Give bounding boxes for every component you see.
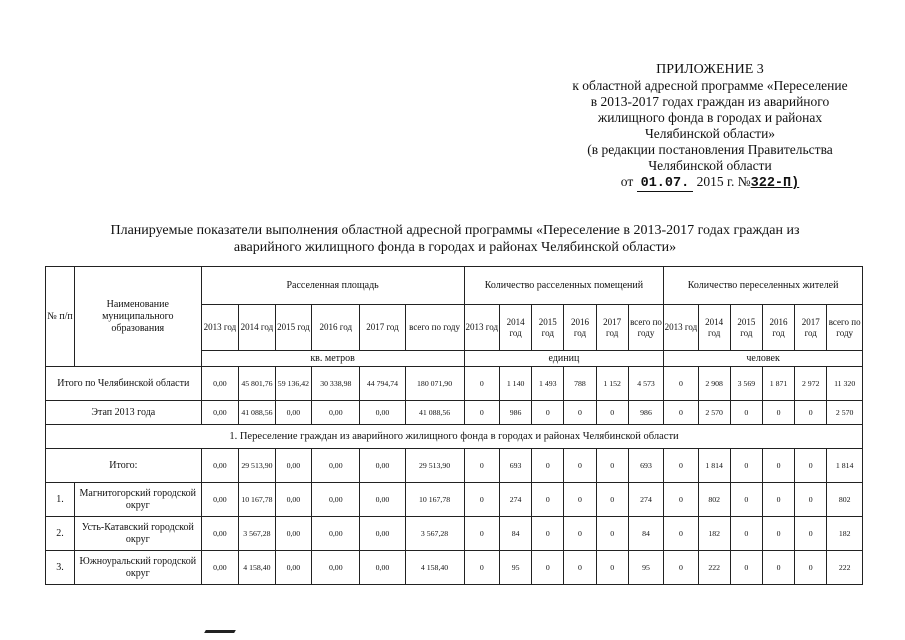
- year-cell: 2014 год: [239, 305, 275, 351]
- value-cell: 222: [827, 551, 863, 585]
- value-cell: 0: [730, 449, 762, 483]
- value-cell: 0: [795, 449, 827, 483]
- date-day: 01.07.: [637, 176, 694, 192]
- row-name: Южноуральский городской округ: [74, 551, 201, 585]
- year-cell: всего по году: [827, 305, 863, 351]
- value-cell: 3 569: [730, 367, 762, 401]
- year-cell: 2014 год: [500, 305, 532, 351]
- value-cell: 30 338,98: [312, 367, 360, 401]
- value-cell: 182: [827, 517, 863, 551]
- value-cell: 2 570: [698, 401, 730, 425]
- value-cell: 788: [564, 367, 596, 401]
- year-cell: всего по году: [405, 305, 464, 351]
- value-cell: 0: [664, 449, 698, 483]
- row-num: 1.: [46, 483, 75, 517]
- value-cell: 3 567,28: [239, 517, 275, 551]
- value-cell: 0: [762, 517, 794, 551]
- year-cell: 2017 год: [596, 305, 628, 351]
- value-cell: 0,00: [360, 551, 405, 585]
- value-cell: 0: [532, 517, 564, 551]
- date-year: 2015 г. №: [696, 174, 751, 189]
- value-cell: 0: [664, 483, 698, 517]
- appendix-line: в 2013-2017 годах граждан из аварийного: [590, 94, 830, 109]
- row-num: 2.: [46, 517, 75, 551]
- value-cell: 4 158,40: [239, 551, 275, 585]
- row-name: Усть-Катавский городской округ: [74, 517, 201, 551]
- header-people: Количество переселенных жителей: [664, 267, 863, 305]
- value-cell: 11 320: [827, 367, 863, 401]
- year-cell: 2013 год: [664, 305, 698, 351]
- scan-mark: [204, 630, 236, 633]
- total-row: [46, 367, 863, 401]
- value-cell: 0: [596, 449, 628, 483]
- appendix-date-line: [520, 174, 900, 192]
- value-cell: 1 140: [500, 367, 532, 401]
- value-cell: 95: [500, 551, 532, 585]
- subtotal-row: [46, 449, 863, 483]
- value-cell: 274: [628, 483, 663, 517]
- value-cell: 95: [628, 551, 663, 585]
- value-cell: 0,00: [201, 449, 239, 483]
- row-label: Этап 2013 года: [46, 401, 202, 425]
- year-cell: 2015 год: [730, 305, 762, 351]
- value-cell: 1 814: [827, 449, 863, 483]
- value-cell: 0,00: [201, 517, 239, 551]
- title-line-2: аварийного жилищного фонда в городах и районах Челябинской области»: [233, 240, 677, 255]
- value-cell: 4 573: [628, 367, 663, 401]
- title-line-1: Планируемые показатели выполнения областной адресной программы «Переселение в 2013-2017 годах граждан из: [110, 223, 800, 238]
- unit-people: человек: [664, 351, 863, 367]
- value-cell: 693: [500, 449, 532, 483]
- value-cell: 0,00: [201, 401, 239, 425]
- value-cell: 0,00: [201, 367, 239, 401]
- year-cell: 2017 год: [360, 305, 405, 351]
- value-cell: 0: [596, 517, 628, 551]
- value-cell: 0: [795, 483, 827, 517]
- document-title: [40, 222, 870, 256]
- value-cell: 0: [464, 483, 499, 517]
- value-cell: 0,00: [360, 483, 405, 517]
- value-cell: 3 567,28: [405, 517, 464, 551]
- value-cell: 0: [532, 551, 564, 585]
- year-cell: 2013 год: [201, 305, 239, 351]
- value-cell: 0,00: [360, 401, 405, 425]
- value-cell: 29 513,90: [405, 449, 464, 483]
- value-cell: 0: [664, 367, 698, 401]
- table-row: [46, 517, 863, 551]
- decree-number: 322-П): [750, 176, 800, 191]
- value-cell: 0: [795, 517, 827, 551]
- value-cell: 0: [596, 483, 628, 517]
- appendix-header: [520, 62, 900, 192]
- value-cell: 10 167,78: [239, 483, 275, 517]
- value-cell: 0,00: [360, 517, 405, 551]
- row-name: Магнитогорский городской округ: [74, 483, 201, 517]
- value-cell: 180 071,90: [405, 367, 464, 401]
- header-num: № п/п: [46, 267, 75, 367]
- value-cell: 4 158,40: [405, 551, 464, 585]
- value-cell: 222: [698, 551, 730, 585]
- indicators-table: [45, 266, 863, 585]
- value-cell: 0: [532, 401, 564, 425]
- value-cell: 0: [664, 401, 698, 425]
- appendix-line: к областной адресной программе «Переселение: [572, 78, 848, 93]
- value-cell: 0: [730, 551, 762, 585]
- value-cell: 0: [596, 551, 628, 585]
- value-cell: 0,00: [275, 401, 311, 425]
- value-cell: 41 088,56: [405, 401, 464, 425]
- value-cell: 986: [628, 401, 663, 425]
- unit-rooms: единиц: [464, 351, 664, 367]
- appendix-title: ПРИЛОЖЕНИЕ 3: [656, 62, 764, 77]
- value-cell: 0: [795, 551, 827, 585]
- value-cell: 802: [827, 483, 863, 517]
- value-cell: 0: [464, 551, 499, 585]
- value-cell: 41 088,56: [239, 401, 275, 425]
- value-cell: 274: [500, 483, 532, 517]
- header-area: Расселенная площадь: [201, 267, 464, 305]
- value-cell: 0,00: [312, 483, 360, 517]
- row-num: 3.: [46, 551, 75, 585]
- value-cell: 2 570: [827, 401, 863, 425]
- appendix-line: Челябинской области: [648, 158, 772, 173]
- value-cell: 2 972: [795, 367, 827, 401]
- value-cell: 29 513,90: [239, 449, 275, 483]
- value-cell: 0: [762, 449, 794, 483]
- value-cell: 0: [532, 483, 564, 517]
- value-cell: 0,00: [275, 517, 311, 551]
- year-cell: 2017 год: [795, 305, 827, 351]
- value-cell: 45 801,76: [239, 367, 275, 401]
- value-cell: 84: [628, 517, 663, 551]
- header-name: Наименование муниципального образования: [74, 267, 201, 367]
- table-row: [46, 483, 863, 517]
- appendix-line: жилищного фонда в городах и районах: [597, 110, 823, 125]
- value-cell: 0,00: [275, 449, 311, 483]
- value-cell: 0: [464, 449, 499, 483]
- value-cell: 0: [464, 367, 499, 401]
- value-cell: 1 493: [532, 367, 564, 401]
- value-cell: 1 871: [762, 367, 794, 401]
- value-cell: 0,00: [312, 401, 360, 425]
- value-cell: 0,00: [312, 449, 360, 483]
- header-rooms: Количество расселенных помещений: [464, 267, 664, 305]
- value-cell: 0: [532, 449, 564, 483]
- value-cell: 0,00: [201, 483, 239, 517]
- value-cell: 0,00: [312, 551, 360, 585]
- value-cell: 0: [762, 551, 794, 585]
- value-cell: 0: [464, 401, 499, 425]
- value-cell: 0: [762, 483, 794, 517]
- appendix-line: Челябинской области»: [644, 126, 776, 141]
- value-cell: 44 794,74: [360, 367, 405, 401]
- year-cell: 2016 год: [312, 305, 360, 351]
- value-cell: 0,00: [360, 449, 405, 483]
- value-cell: 0: [564, 551, 596, 585]
- value-cell: 1 814: [698, 449, 730, 483]
- value-cell: 0: [730, 401, 762, 425]
- value-cell: 0: [564, 483, 596, 517]
- value-cell: 802: [698, 483, 730, 517]
- value-cell: 84: [500, 517, 532, 551]
- value-cell: 0,00: [275, 483, 311, 517]
- value-cell: 0: [795, 401, 827, 425]
- value-cell: 0: [564, 517, 596, 551]
- value-cell: 0: [464, 517, 499, 551]
- year-cell: 2015 год: [532, 305, 564, 351]
- value-cell: 0: [596, 401, 628, 425]
- year-cell: 2013 год: [464, 305, 499, 351]
- row-label: Итого по Челябинской области: [46, 367, 202, 401]
- year-cell: 2014 год: [698, 305, 730, 351]
- value-cell: 693: [628, 449, 663, 483]
- section-title: 1. Переселение граждан из аварийного жилищного фонда в городах и районах Челябинской области: [46, 425, 863, 449]
- value-cell: 0: [564, 449, 596, 483]
- date-prefix: от: [620, 174, 634, 189]
- appendix-line: (в редакции постановления Правительства: [587, 142, 833, 157]
- value-cell: 1 152: [596, 367, 628, 401]
- value-cell: 0: [664, 551, 698, 585]
- year-cell: всего по году: [628, 305, 663, 351]
- value-cell: 0,00: [201, 551, 239, 585]
- value-cell: 10 167,78: [405, 483, 464, 517]
- value-cell: 0: [730, 483, 762, 517]
- row-label: Итого:: [46, 449, 202, 483]
- value-cell: 986: [500, 401, 532, 425]
- value-cell: 0: [762, 401, 794, 425]
- stage-row: [46, 401, 863, 425]
- value-cell: 0: [664, 517, 698, 551]
- value-cell: 59 136,42: [275, 367, 311, 401]
- unit-area: кв. метров: [201, 351, 464, 367]
- value-cell: 182: [698, 517, 730, 551]
- value-cell: 2 908: [698, 367, 730, 401]
- year-cell: 2015 год: [275, 305, 311, 351]
- value-cell: 0,00: [312, 517, 360, 551]
- value-cell: 0,00: [275, 551, 311, 585]
- table-row: [46, 551, 863, 585]
- value-cell: 0: [564, 401, 596, 425]
- value-cell: 0: [730, 517, 762, 551]
- year-cell: 2016 год: [564, 305, 596, 351]
- year-cell: 2016 год: [762, 305, 794, 351]
